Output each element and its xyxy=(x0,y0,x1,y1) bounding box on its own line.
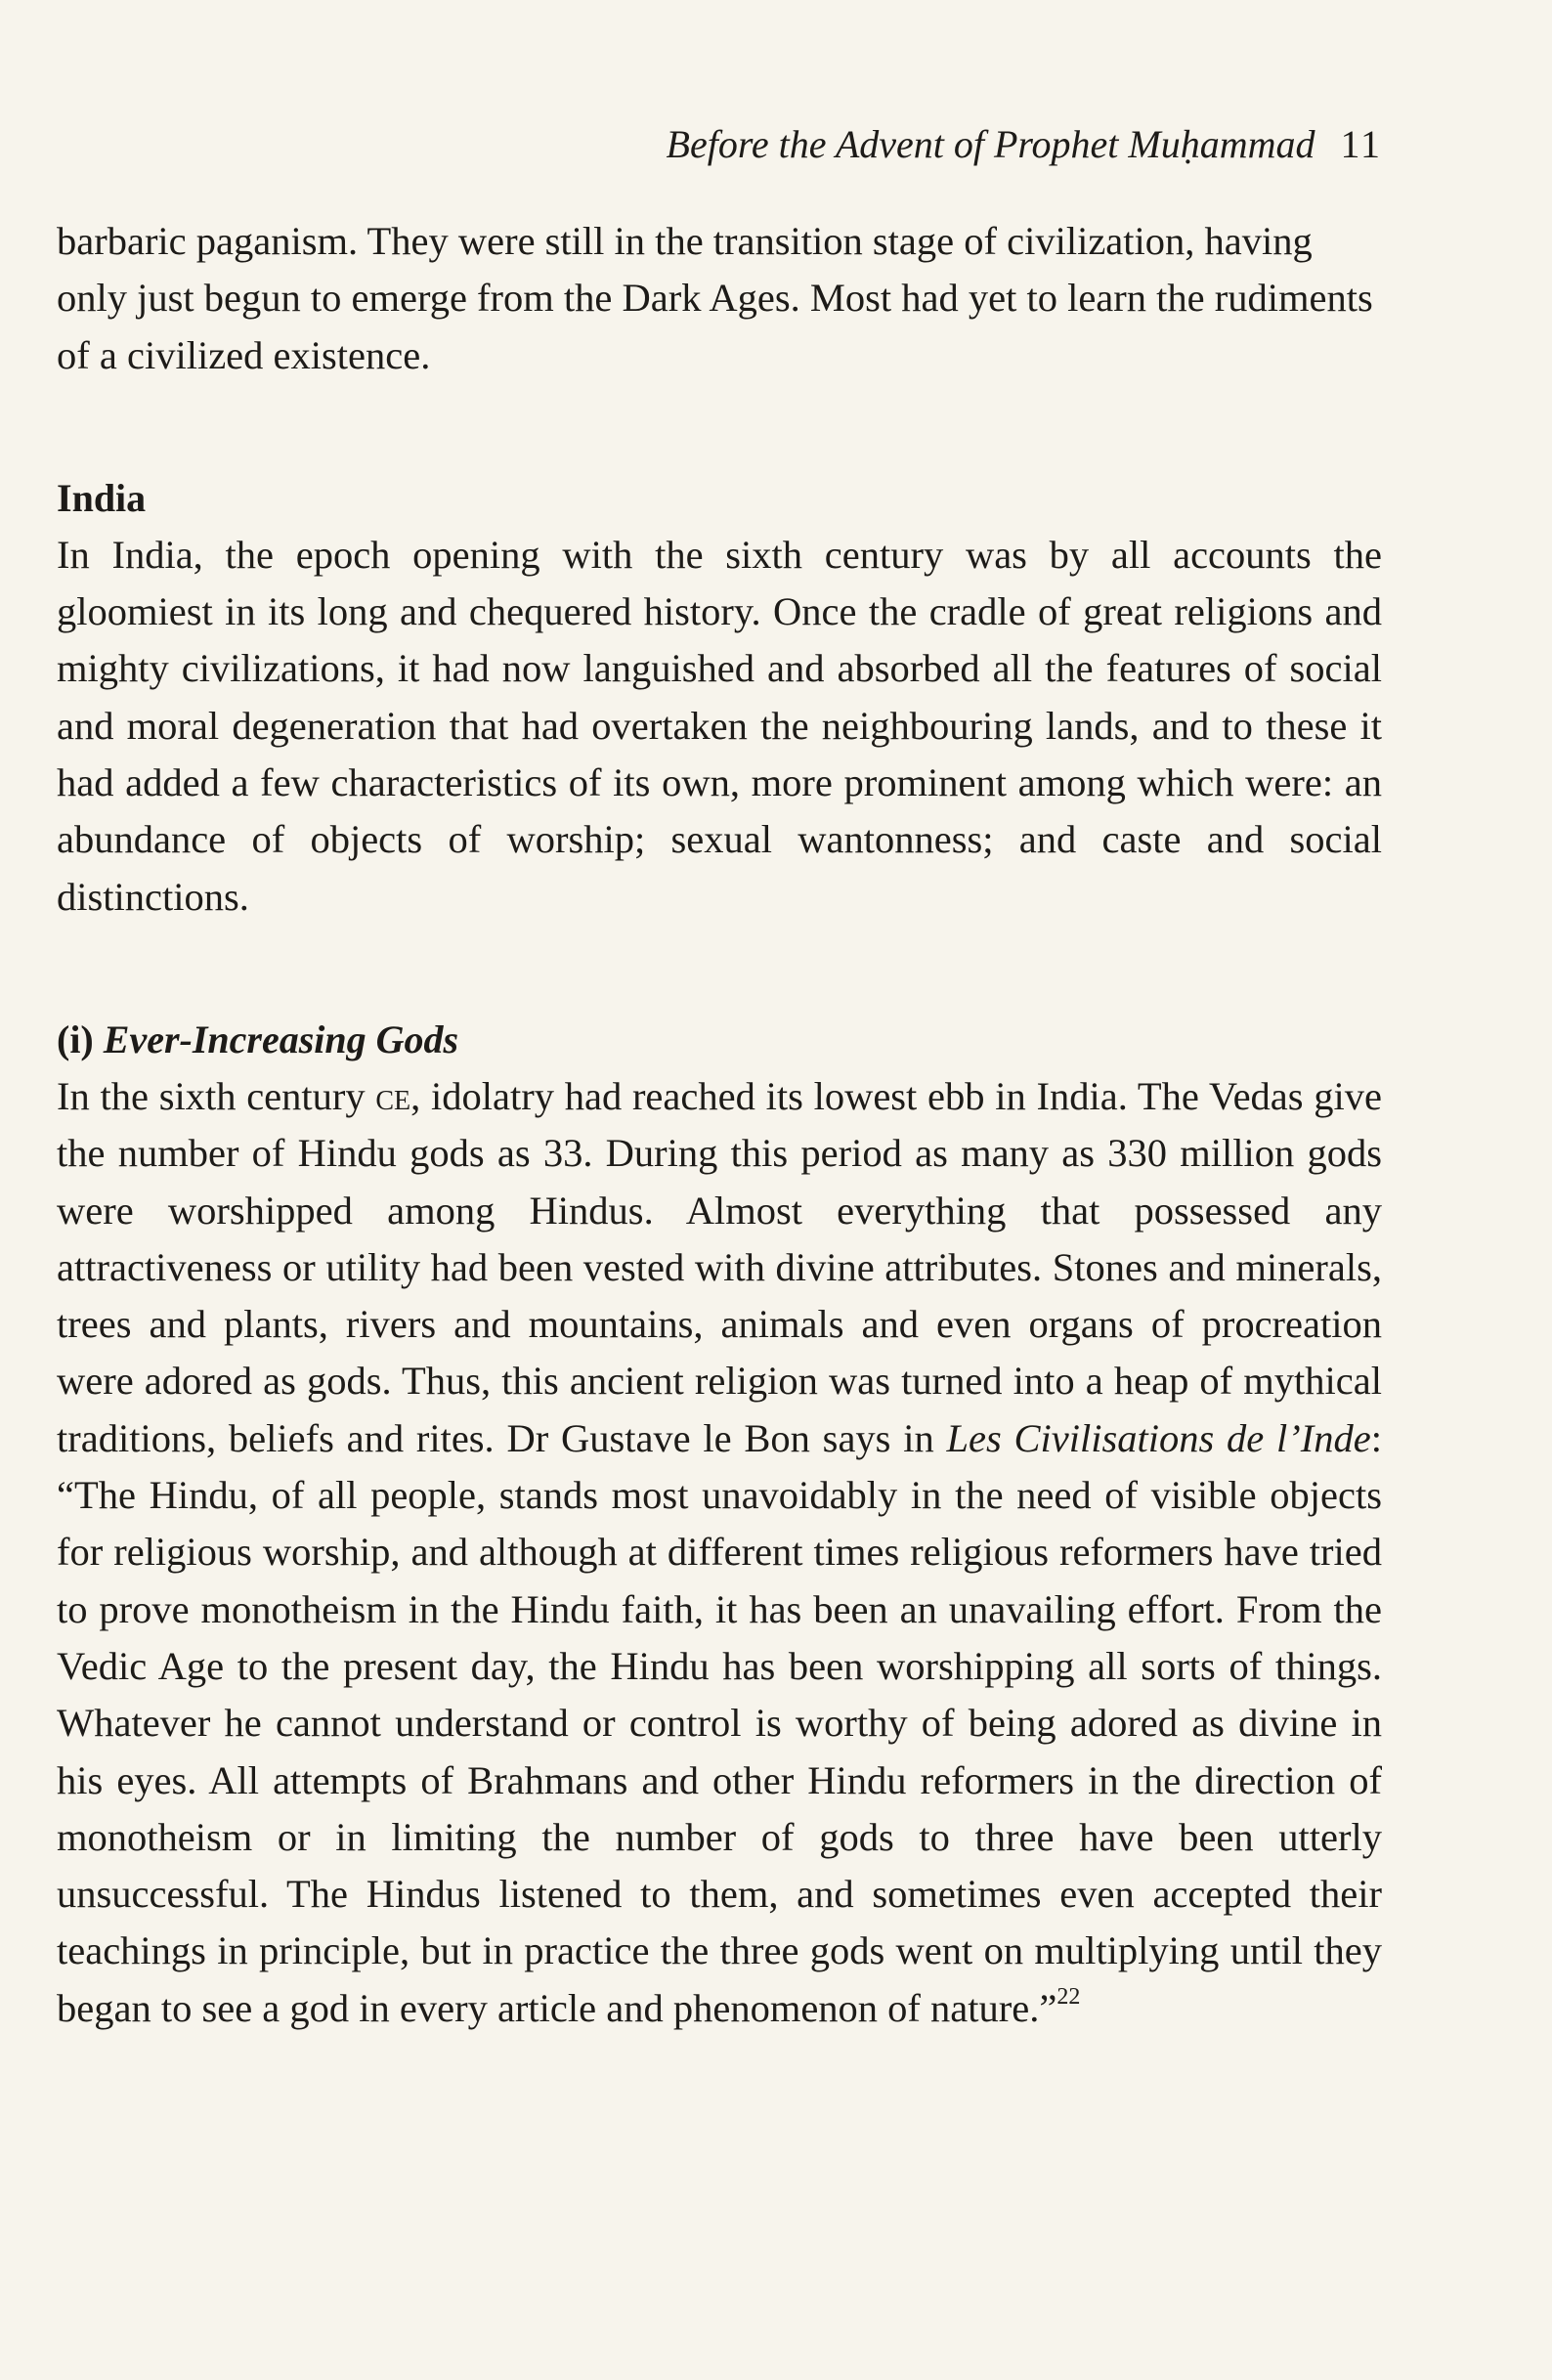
gods-text-part2: , idolatry had reached its lowest ebb in India. The Vedas give the number of Hindu gods as 33. During this period as many as 330 million gods were worshipped among Hindus. Almost everything that possessed any attractiveness or utility had been vested with divine attributes. Stones and minerals, trees and plants, rivers and mountains, animals and even organs of procreation were adored as gods. Thus, this ancient religion was turned into a heap of mythical traditions, beliefs and rites. Dr Gustave le Bon says in xyxy=(57,1073,1383,1460)
gods-text-part3: : “The Hindu, of all people, stands most unavoidably in the need of visible objects for religious worship, and although at different times religious reformers have tried to prove monotheism in the Hindu faith, it has been an unavailing effort. From the Vedic Age to the present day, the Hindu has been worshipping all sorts of things. Whatever he cannot understand or control is worthy of being adored as divine in his eyes. All attempts of Brahmans and other Hindu reformers in the direction of monotheism or in limiting the number of gods to three have been utterly unsuccessful. The Hindus listened to them, and sometimes even accepted their teachings in principle, but in practice the three gods went on multiplying until they began to see a god in every article and phenomenon of nature.” xyxy=(57,1415,1382,2030)
footnote-reference[interactable]: 22 xyxy=(1056,1983,1081,2010)
page-number: 11 xyxy=(1340,122,1382,166)
body-text xyxy=(57,213,1382,2037)
running-title: Before the Advent of Prophet Muḥammad xyxy=(666,122,1315,166)
era-abbreviation: ce xyxy=(375,1073,411,1118)
running-header xyxy=(666,122,1382,166)
book-title: Les Civilisations de l’Inde xyxy=(946,1415,1371,1460)
section-heading-india: India xyxy=(57,475,147,520)
gods-paragraph xyxy=(57,1068,1382,2037)
gods-text-part1: In the sixth century xyxy=(57,1073,376,1118)
subsection-heading-gods xyxy=(57,1012,1382,1068)
book-page xyxy=(57,0,1382,2380)
continued-paragraph: barbaric paganism. They were still in the transition stage of civilization, having only just begun to emerge from the Dark Ages. Most had yet to learn the rudiments of a civilized existence. xyxy=(57,219,1373,377)
subsection-title: Ever-Increasing Gods xyxy=(103,1017,459,1061)
india-paragraph: In India, the epoch opening with the sixth century was by all accounts the gloomiest in its long and chequered history. Once the cradle of great religions and mighty civilizations, it had now languished and absorbed all the features of social and moral degeneration that had overtaken the neighbouring lands, and to these it had added a few characteristics of its own, more prominent among which were: an abundance of objects of worship; sexual wantonness; and caste and social distinctions. xyxy=(57,532,1382,919)
subsection-number: (i) xyxy=(57,1017,94,1061)
